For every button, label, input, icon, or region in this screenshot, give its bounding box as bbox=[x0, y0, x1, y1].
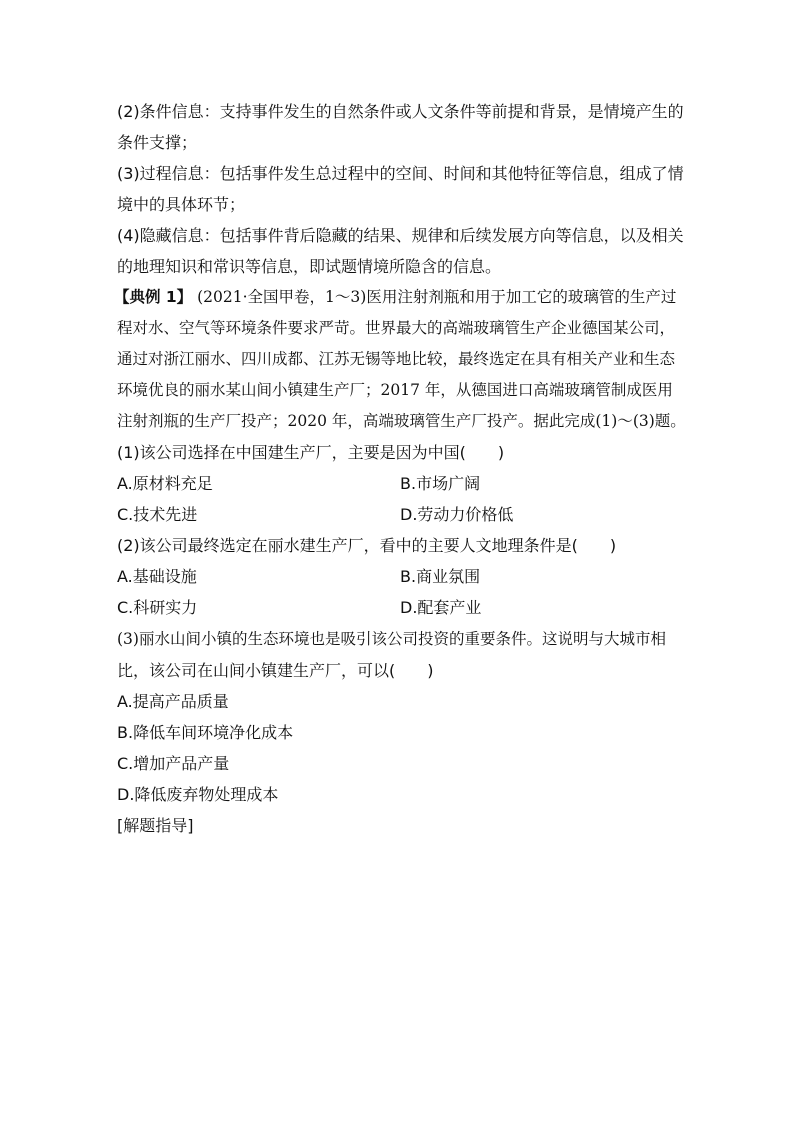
question-3-stem bbox=[117, 623, 687, 686]
question-1 bbox=[117, 437, 687, 530]
q2-option-c: C.科研实力 bbox=[117, 598, 198, 617]
question-1-stem: (1)该公司选择在中国建生产厂，主要是因为中国( ) bbox=[117, 443, 505, 462]
q2-option-a: A.基础设施 bbox=[117, 567, 197, 586]
q3-option-a: A.提高产品质量 bbox=[117, 692, 229, 711]
info-condition: (2)条件信息：支持事件发生的自然条件或人文条件等前提和背景，是情境产生的条件支撑； bbox=[117, 102, 684, 152]
document-page bbox=[114, 96, 687, 841]
question-2-stem: (2)该公司最终选定在丽水建生产厂，看中的主要人文地理条件是( ) bbox=[117, 536, 617, 555]
example-passage bbox=[114, 282, 687, 437]
q1-option-c: C.技术先进 bbox=[117, 505, 198, 524]
example-text: (2021·全国甲卷，1～3)医用注射剂瓶和用于加工它的玻璃管的生产过程对水、空气等环境条件要求严苛。世界最大的高端玻璃管生产企业德国某公司，通过对浙江丽水、四川成都、江苏无锡等地比较，最终选定在具有相关产业和生态环境优良的丽水某山间小镇建生产厂；2017 年，从德国进口高端玻璃管制成医用注射剂瓶的生产厂投产；2020 年，高端玻璃管生产厂投产。据此完成(1)～(3)题。 bbox=[117, 288, 686, 430]
q1-option-d: D.劳动力价格低 bbox=[400, 505, 514, 524]
info-process: (3)过程信息：包括事件发生总过程中的空间、时间和其他特征等信息，组成了情境中的具体环节； bbox=[117, 164, 684, 214]
info-hidden: (4)隐藏信息：包括事件背后隐藏的结果、规律和后续发展方向等信息，以及相关的地理知识和常识等信息，即试题情境所隐含的信息。 bbox=[117, 226, 684, 276]
q2-option-d: D.配套产业 bbox=[400, 598, 482, 617]
q1-option-b: B.市场广阔 bbox=[400, 474, 481, 493]
question-3-stem-part1: (3)丽水山间小镇的生态环境也是吸引该公司投资的重要条件。这说明与大城市相 bbox=[117, 630, 666, 648]
solution-guide-heading: [解题指导] bbox=[117, 816, 194, 835]
q3-option-c: C.增加产品产量 bbox=[117, 754, 230, 773]
example-tag: 【典例 1】 bbox=[114, 288, 193, 306]
q3-option-d: D.降低废弃物处理成本 bbox=[117, 785, 279, 804]
q3-option-b: B.降低车间环境净化成本 bbox=[117, 723, 294, 742]
question-3 bbox=[117, 623, 687, 810]
q2-option-b: B.商业氛围 bbox=[400, 567, 481, 586]
q1-option-a: A.原材料充足 bbox=[117, 474, 213, 493]
question-3-stem-part2: 比，该公司在山间小镇建生产厂，可以( ) bbox=[117, 661, 434, 680]
question-2 bbox=[117, 530, 687, 623]
